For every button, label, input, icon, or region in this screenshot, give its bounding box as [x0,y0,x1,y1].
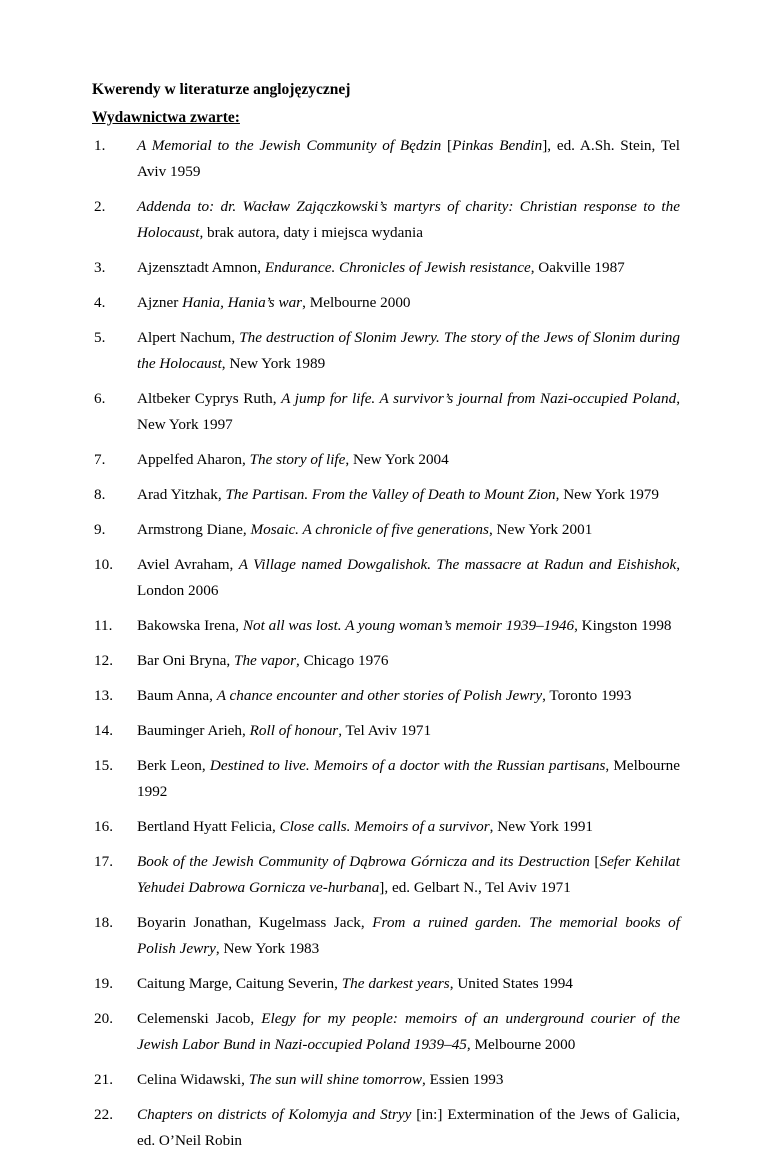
list-item-number: 2. [94,198,106,215]
bibliography-list [92,136,680,1163]
list-item-number: 6. [94,390,106,407]
entry-text-segment: ], ed. A.Sh. Stein, Tel Aviv 1959 [137,137,681,180]
list-item-number: 18. [94,914,113,931]
list-item [92,194,680,246]
list-item-text [137,482,680,508]
entry-text-segment: , Chicago 1976 [296,652,389,669]
entry-text-segment: Bauminger Arieh, [137,722,250,739]
entry-text-segment: , brak autora, daty i miejsca wydania [199,224,423,241]
page-title: Kwerendy w literaturze anglojęzycznej [92,81,351,98]
list-item-text [137,255,680,281]
list-item [92,683,680,709]
list-item [92,386,680,438]
list-item [92,613,680,639]
entry-title-segment: Endurance. Chronicles of Jewish resistance [264,259,531,276]
entry-title-segment: A Village named Dowgalishok. The massacre at Radun and Eishishok [238,556,677,573]
entry-text-segment: , New York 2001 [488,521,593,538]
entry-text-segment: , Kingston 1998 [574,617,672,634]
entry-text-segment: , New York 1989 [221,355,326,372]
list-item-number: 5. [94,329,106,346]
entry-title-segment: Sefer Kehilat Yehudei Dabrowa Gornicza ve-hurbana [137,853,680,896]
entry-text-segment: , New York 1983 [215,940,320,957]
list-item-text [137,910,680,962]
list-item-text [137,552,680,604]
entry-text-segment: Ajzensztadt Amnon, [137,259,265,276]
list-item-number: 20. [94,1010,113,1027]
list-item-number: 14. [94,722,113,739]
entry-text-segment: Alpert Nachum, [137,329,240,346]
entry-title-segment: Hania, Hania’s war [182,294,303,311]
entry-text-segment: , Oakville 1987 [530,259,625,276]
entry-text-segment: Bertland Hyatt Felicia, [137,818,280,835]
list-item [92,325,680,377]
entry-title-segment: A jump for life. A survivor’s journal from Nazi-occupied Poland [281,390,677,407]
list-item-text [137,1006,680,1058]
list-item [92,290,680,316]
list-item [92,971,680,997]
list-item [92,552,680,604]
entry-text-segment: Berk Leon, [137,757,210,774]
list-item-text [137,683,680,709]
list-item-number: 11. [94,617,113,634]
entry-text-segment: , Melbourne 2000 [466,1036,576,1053]
entry-title-segment: Mosaic. A chronicle of five generations [250,521,489,538]
list-item-number: 8. [94,486,106,503]
entry-title-segment: Not all was lost. A young woman’s memoir 1939–1946 [242,617,575,634]
entry-text-segment: , London 2006 [137,556,681,599]
entry-title-segment: The Partisan. From the Valley of Death to Mount Zion [225,486,556,503]
entry-text-segment: Caitung Marge, Caitung Severin, [137,975,342,992]
entry-text-segment: , New York 1991 [489,818,594,835]
entry-text-segment: Ajzner [137,294,183,311]
entry-text-segment: , New York 1997 [137,390,680,433]
list-item-text [137,971,680,997]
entry-text-segment: Baum Anna, [137,687,217,704]
entry-text-segment: Appelfed Aharon, [137,451,250,468]
entry-text-segment: , New York 1979 [555,486,659,503]
section-heading: Wydawnictwa zwarte: [92,109,240,126]
entry-text-segment: ], ed. Gelbart N., Tel Aviv 1971 [379,879,571,896]
list-item-text [137,325,680,377]
list-item-number: 17. [94,853,113,870]
list-item [92,517,680,543]
entry-text-segment: [ [441,137,453,154]
entry-title-segment: Pinkas Bendin [452,137,543,154]
list-item [92,1006,680,1058]
entry-text-segment: [ [589,853,600,870]
list-item-number: 10. [94,556,113,573]
entry-text-segment: [in:] Extermination of the Jews of Galicia, ed. O’Neil Robin [137,1106,680,1149]
entry-text-segment: , United States 1994 [449,975,573,992]
list-item [92,814,680,840]
entry-text-segment: Arad Yitzhak, [137,486,226,503]
list-item-text [137,1067,680,1093]
list-item [92,753,680,805]
entry-title-segment: The sun will shine tomorrow [248,1071,423,1088]
entry-title-segment: Roll of honour [249,722,339,739]
list-item-number: 1. [94,137,106,154]
entry-title-segment: The destruction of Slonim Jewry. The story of the Jews of Slonim during the Holocaust [137,329,680,372]
list-item-text [137,517,680,543]
list-item [92,718,680,744]
entry-text-segment: Bar Oni Bryna, [137,652,235,669]
list-item-number: 12. [94,652,113,669]
entry-text-segment: , Essien 1993 [422,1071,504,1088]
list-item [92,133,680,185]
entry-text-segment: Aviel Avraham, [137,556,239,573]
list-item-text [137,290,680,316]
entry-text-segment: Bakowska Irena, [137,617,243,634]
list-item-number: 13. [94,687,113,704]
list-item-text [137,648,680,674]
entry-text-segment: Altbeker Cyprys Ruth, [137,390,282,407]
entry-title-segment: Chapters on districts of Kolomyja and Stryy [137,1106,412,1123]
entry-title-segment: The vapor [234,652,297,669]
entry-title-segment: Addenda to: dr. Wacław Zajączkowski’s martyrs of charity: Christian response to the Holocaust [137,198,680,241]
entry-title-segment: A chance encounter and other stories of Polish Jewry [216,687,543,704]
list-item-text [137,613,680,639]
entry-text-segment: , New York 2004 [345,451,449,468]
list-item-text [137,753,680,805]
list-item-text [137,814,680,840]
entry-text-segment: , Tel Aviv 1971 [338,722,432,739]
entry-text-segment: Celemenski Jacob, [137,1010,262,1027]
entry-text-segment: Boyarin Jonathan, Kugelmass Jack, [137,914,373,931]
list-item [92,482,680,508]
entry-text-segment: , Melbourne 2000 [302,294,411,311]
entry-title-segment: Destined to live. Memoirs of a doctor with the Russian partisans [209,757,606,774]
entry-text-segment: Celina Widawski, [137,1071,249,1088]
list-item [92,1102,680,1154]
list-item-number: 19. [94,975,113,992]
entry-text-segment: Armstrong Diane, [137,521,251,538]
list-item [92,447,680,473]
entry-title-segment: Elegy for my people: memoirs of an underground courier of the Jewish Labor Bund in Nazi-occupied Poland 1939–45 [137,1010,680,1053]
entry-text-segment: , Melbourne 1992 [137,757,681,800]
list-item-text [137,386,680,438]
list-item-text [137,718,680,744]
list-item-number: 3. [94,259,106,276]
entry-text-segment: , Toronto 1993 [542,687,632,704]
list-item-number: 4. [94,294,106,311]
entry-title-segment: From a ruined garden. The memorial books of Polish Jewry [137,914,680,957]
list-item-number: 7. [94,451,106,468]
list-item-number: 21. [94,1071,113,1088]
list-item-number: 22. [94,1106,113,1123]
list-item-number: 9. [94,521,106,538]
list-item-number: 15. [94,757,113,774]
entry-title-segment: The darkest years [341,975,450,992]
list-item-number: 16. [94,818,113,835]
list-item-text [137,1102,680,1154]
entry-title-segment: The story of life [249,451,346,468]
list-item [92,648,680,674]
list-item [92,910,680,962]
list-item-text [137,133,680,185]
list-item-text [137,447,680,473]
entry-title-segment: Book of the Jewish Community of Dąbrowa Górnicza and its Destruction [137,853,590,870]
list-item-text [137,194,680,246]
list-item [92,849,680,901]
list-item [92,255,680,281]
list-item [92,1067,680,1093]
entry-title-segment: A Memorial to the Jewish Community of Będzin [137,137,442,154]
entry-title-segment: Close calls. Memoirs of a survivor [279,818,490,835]
list-item-text [137,849,680,901]
